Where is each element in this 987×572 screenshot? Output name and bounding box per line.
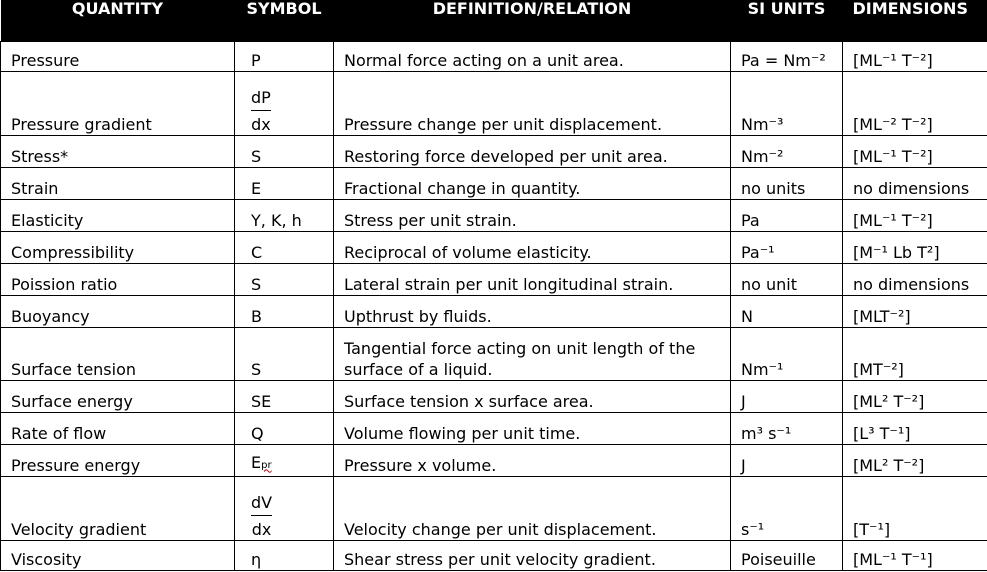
symbol-cell: S: [235, 135, 334, 167]
quantity-cell: Stress*: [1, 135, 235, 167]
symbol-cell: S: [235, 327, 334, 380]
table-row: [1, 199, 987, 231]
definition-cell: Pressure x volume.: [334, 444, 731, 476]
quantity-cell: Buoyancy: [1, 295, 235, 327]
table-row: [1, 41, 987, 71]
dimensions-cell: [MT⁻²]: [843, 327, 987, 380]
header-quantity: QUANTITY: [71, 0, 164, 18]
si-units-cell: s⁻¹: [731, 476, 843, 540]
definition-cell: Pressure change per unit displacement.: [334, 71, 731, 135]
table-row: [1, 540, 987, 570]
symbol-cell: S: [235, 263, 334, 295]
fraction-numerator: dV: [251, 495, 272, 516]
definition-cell: Fractional change in quantity.: [334, 167, 731, 199]
header-si-units: SI UNITS: [747, 0, 826, 18]
dimensions-cell: no dimensions: [843, 263, 987, 295]
dimensions-cell: [ML⁻² T⁻²]: [843, 71, 987, 135]
symbol-cell: C: [235, 231, 334, 263]
dimensions-cell: [ML⁻¹ T⁻²]: [843, 41, 987, 71]
fraction-denominator: dx: [251, 114, 271, 134]
quantity-cell: Pressure gradient: [1, 71, 235, 135]
si-units-cell: Poiseuille: [731, 540, 843, 570]
definition-cell: Volume flowing per unit time.: [334, 412, 731, 444]
symbol-cell: Q: [235, 412, 334, 444]
header-row: [1, 0, 987, 41]
dimensions-cell: no dimensions: [843, 167, 987, 199]
header-definition: DEFINITION/RELATION: [432, 0, 632, 18]
si-units-cell: Nm⁻³: [731, 71, 843, 135]
definition-cell: Restoring force developed per unit area.: [334, 135, 731, 167]
symbol-base: E: [251, 452, 262, 472]
dimensions-cell: [L³ T⁻¹]: [843, 412, 987, 444]
si-units-cell: J: [731, 444, 843, 476]
si-units-cell: Pa: [731, 199, 843, 231]
si-units-cell: Pa = Nm⁻²: [731, 41, 843, 71]
si-units-cell: no units: [731, 167, 843, 199]
quantity-cell: Elasticity: [1, 199, 235, 231]
header-symbol: SYMBOL: [246, 0, 322, 18]
table-row: [1, 231, 987, 263]
si-units-cell: J: [731, 380, 843, 412]
symbol-cell: E: [235, 167, 334, 199]
quantity-cell: Viscosity: [1, 540, 235, 570]
dimensions-cell: [T⁻¹]: [843, 476, 987, 540]
definition-cell: Surface tension x surface area.: [334, 380, 731, 412]
symbol-cell: η: [235, 540, 334, 570]
quantity-cell: Poission ratio: [1, 263, 235, 295]
fraction-numerator: dP: [251, 90, 271, 111]
si-units-cell: Nm⁻²: [731, 135, 843, 167]
derivative-symbol: [251, 87, 271, 134]
symbol-cell: P: [235, 41, 334, 71]
quantity-cell: Compressibility: [1, 231, 235, 263]
definition-cell: Stress per unit strain.: [334, 199, 731, 231]
quantity-cell: Pressure energy: [1, 444, 235, 476]
symbol-cell: [235, 71, 334, 135]
table-row: [1, 327, 987, 380]
symbol-cell: SE: [235, 380, 334, 412]
symbol-cell: Y, K, h: [235, 199, 334, 231]
dimensions-cell: [ML² T⁻²]: [843, 380, 987, 412]
definition-cell: Tangential force acting on unit length of the surface of a liquid.: [334, 327, 731, 380]
symbol-cell: [235, 476, 334, 540]
header-dimensions: DIMENSIONS: [852, 0, 968, 18]
definition-cell: Reciprocal of volume elasticity.: [334, 231, 731, 263]
dimensions-cell: [ML² T⁻²]: [843, 444, 987, 476]
table-row: [1, 167, 987, 199]
quantity-cell: Rate of flow: [1, 412, 235, 444]
si-units-cell: m³ s⁻¹: [731, 412, 843, 444]
si-units-cell: no unit: [731, 263, 843, 295]
symbol-subscript: pr: [261, 459, 272, 471]
symbol-cell: B: [235, 295, 334, 327]
table-row: [1, 135, 987, 167]
table-row: [1, 263, 987, 295]
table-row: [1, 412, 987, 444]
quantity-cell: Pressure: [1, 41, 235, 71]
table-row: [1, 295, 987, 327]
table-row: [1, 444, 987, 476]
derivative-symbol: [251, 492, 273, 539]
dimensions-cell: [ML⁻¹ T⁻²]: [843, 199, 987, 231]
dimensions-cell: [MLT⁻²]: [843, 295, 987, 327]
definition-cell: Lateral strain per unit longitudinal strain.: [334, 263, 731, 295]
table-row: [1, 71, 987, 135]
fraction-denominator: dx: [251, 519, 272, 539]
si-units-cell: Pa⁻¹: [731, 231, 843, 263]
definition-cell: Shear stress per unit velocity gradient.: [334, 540, 731, 570]
symbol-cell: [235, 444, 334, 476]
quantity-cell: Velocity gradient: [1, 476, 235, 540]
si-units-cell: N: [731, 295, 843, 327]
si-units-cell: Nm⁻¹: [731, 327, 843, 380]
dimensions-cell: [M⁻¹ Lb T²]: [843, 231, 987, 263]
table-row: [1, 380, 987, 412]
definition-cell: Normal force acting on a unit area.: [334, 41, 731, 71]
quantity-cell: Surface energy: [1, 380, 235, 412]
table-row: [1, 476, 987, 540]
dimensions-cell: [ML⁻¹ T⁻²]: [843, 135, 987, 167]
definition-cell: Velocity change per unit displacement.: [334, 476, 731, 540]
dimensions-cell: [ML⁻¹ T⁻¹]: [843, 540, 987, 570]
definition-cell: Upthrust by fluids.: [334, 295, 731, 327]
quantity-cell: Strain: [1, 167, 235, 199]
quantity-cell: Surface tension: [1, 327, 235, 380]
